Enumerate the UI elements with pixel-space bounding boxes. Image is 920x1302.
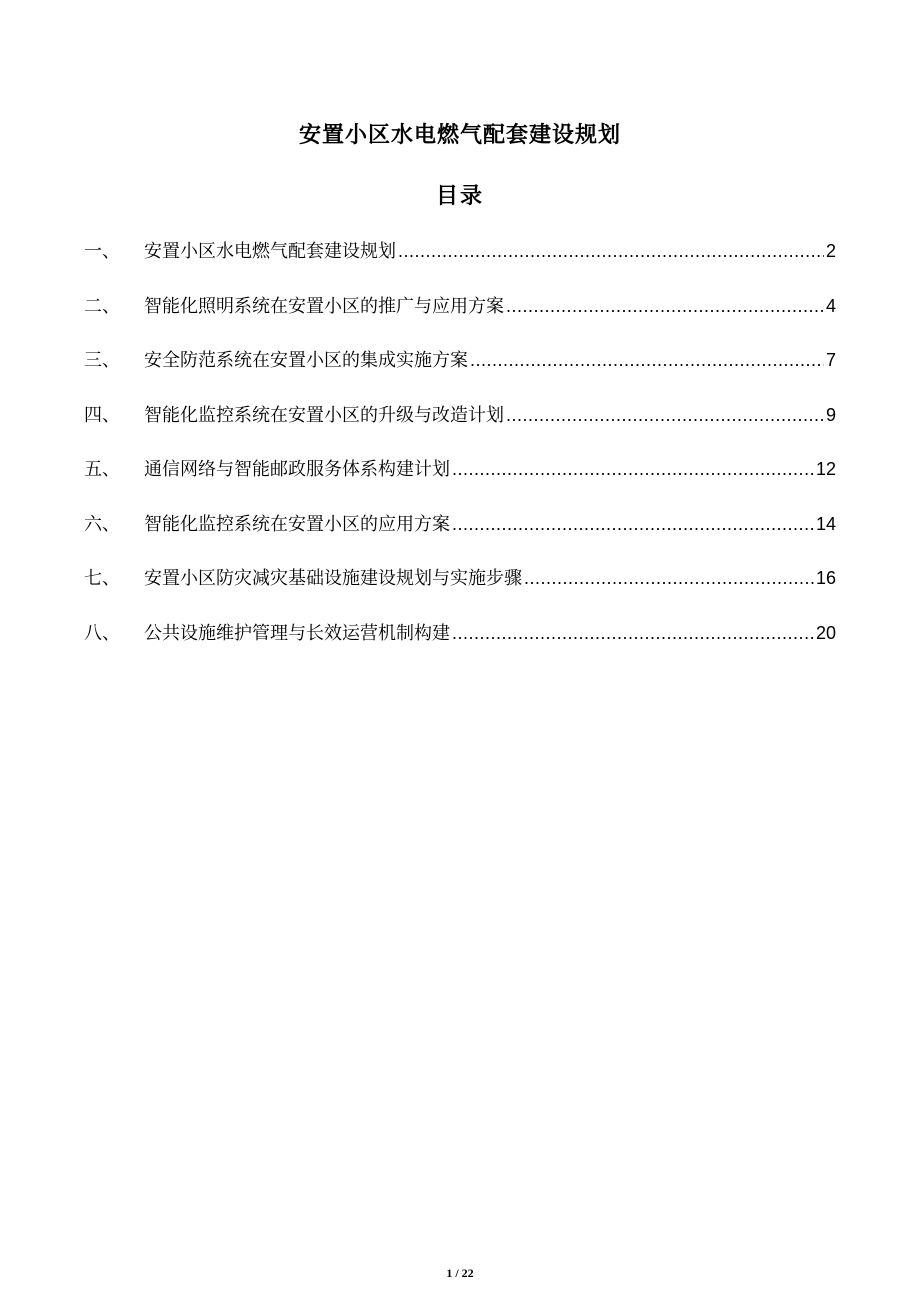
toc-entry-page: 14 [815, 513, 836, 534]
toc-entry-number: 五、 [84, 459, 120, 480]
toc-leader-dots [452, 455, 814, 483]
toc-entry-number: 二、 [84, 295, 120, 317]
toc-entry-number: 七、 [84, 568, 120, 589]
toc-entry[interactable] [84, 237, 836, 292]
toc-entry-title: 安置小区防灾减灾基础设施建设规划与实施步骤 [144, 568, 522, 589]
toc-entry-number: 一、 [84, 241, 120, 262]
toc-entry-title: 公共设施维护管理与长效运营机制构建 [144, 622, 450, 644]
page-indicator: 1 / 22 [446, 1266, 474, 1280]
toc-entry-title: 安置小区水电燃气配套建设规划 [144, 241, 396, 262]
toc-entry-number: 四、 [84, 404, 120, 426]
toc-leader-dots [452, 510, 814, 538]
toc-entry[interactable] [84, 292, 836, 347]
toc-entry[interactable] [84, 564, 836, 619]
toc-heading: 目录 [435, 184, 484, 209]
toc-leader-dots [506, 292, 824, 320]
toc-entry-number: 六、 [84, 513, 120, 535]
toc-leader-dots [398, 237, 824, 265]
toc-entry-page: 20 [815, 622, 836, 643]
toc-entry[interactable] [84, 401, 836, 456]
toc-entry[interactable] [84, 510, 836, 565]
toc-entry[interactable] [84, 455, 836, 510]
toc-leader-dots [506, 401, 824, 429]
toc-entry-title: 通信网络与智能邮政服务体系构建计划 [144, 459, 450, 480]
toc-leader-dots [524, 564, 814, 592]
toc-entry-page: 2 [825, 241, 836, 261]
toc-leader-dots [452, 619, 814, 647]
toc-entry-page: 7 [825, 350, 836, 370]
toc-entry-title: 智能化照明系统在安置小区的推广与应用方案 [144, 295, 504, 317]
toc-leader-dots [470, 346, 824, 374]
toc-entry-title: 智能化监控系统在安置小区的应用方案 [144, 513, 450, 535]
document-title: 安置小区水电燃气配套建设规划 [298, 123, 621, 148]
toc-entry-page: 4 [825, 295, 836, 316]
toc-entry-number: 三、 [84, 350, 120, 371]
toc-entry-page: 16 [815, 568, 836, 588]
toc-entry-page: 9 [825, 404, 836, 425]
toc-entry-title: 安全防范系统在安置小区的集成实施方案 [144, 350, 468, 371]
toc-entry[interactable] [84, 346, 836, 401]
toc-entry-page: 12 [815, 459, 836, 479]
toc-entry[interactable] [84, 619, 836, 674]
toc-entry-number: 八、 [84, 622, 120, 644]
table-of-contents [84, 237, 836, 673]
toc-entry-title: 智能化监控系统在安置小区的升级与改造计划 [144, 404, 504, 426]
